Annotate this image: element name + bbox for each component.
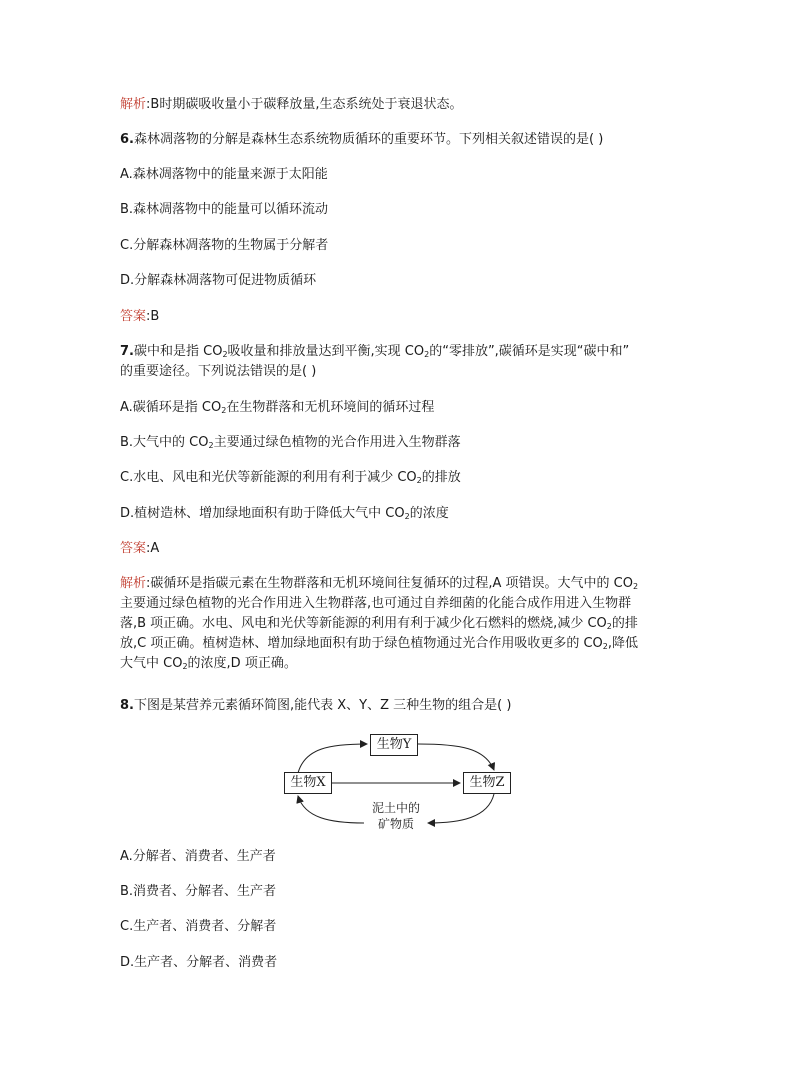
jiexi-label: 解析 [120,576,147,591]
q6-answer [120,307,159,327]
question-7-stem-line2: 的重要途径。下列说法错误的是( ) [120,364,317,379]
soil-label-line1: 泥土中的 [371,801,420,815]
jiexi-label: 解析 [120,97,147,112]
question-8-stem [120,696,511,716]
organism-x-box: 生物X [284,772,332,794]
explanation-text: ,降低 [607,636,639,651]
answer-value: :A [146,541,160,556]
q7-option-d [120,504,449,527]
subscript: 2 [404,512,410,521]
subscript: 2 [424,350,430,359]
option-text: 主要通过绿色植物的光合作用进入生物群落 [213,435,461,450]
subscript: 2 [221,406,227,415]
q6-option-a: A.森林凋落物中的能量来源于太阳能 [120,167,328,182]
q6-option-d: D.分解森林凋落物可促进物质循环 [120,273,317,288]
question-number: 7. [120,344,134,359]
explanation-line [120,95,462,115]
answer-label: 答案 [120,309,147,324]
q7-answer [120,539,159,559]
question-number: 6. [120,132,134,147]
option-text: 的排放 [421,470,461,485]
answer-value: :B [146,309,160,324]
q8-option-d: D.生产者、分解者、消费者 [120,955,278,970]
option-text: 的浓度 [409,506,449,521]
subscript: 2 [182,662,188,671]
subscript: 2 [633,582,639,591]
explanation-text: 落,B 项正确。水电、风电和光伏等新能源的利用有利于减少化石燃料的燃烧,减少 CO [120,616,607,631]
q8-option-c: C.生产者、消费者、分解者 [120,919,277,934]
stem-text: 碳中和是指 CO [133,344,223,359]
q8-option-b: B.消费者、分解者、生产者 [120,884,277,899]
answer-label: 答案 [120,541,147,556]
explanation-text: :碳循环是指碳元素在生物群落和无机环境间往复循环的过程,A 项错误。大气中的 CO [146,576,633,591]
arrow-x-to-y [298,744,367,773]
arrow-soil-to-x [298,796,364,823]
q6-option-c: C.分解森林凋落物的生物属于分解者 [120,238,329,253]
explanation-text: :B时期碳吸收量小于碳释放量,生态系统处于衰退状态。 [146,97,463,112]
q6-option-b: B.森林凋落物中的能量可以循环流动 [120,202,329,217]
option-text: 在生物群落和无机环境间的循环过程 [226,400,435,415]
subscript: 2 [606,622,612,631]
option-text: D.植树造林、增加绿地面积有助于降低大气中 CO [120,506,405,521]
question-number: 8. [120,698,134,713]
arrow-y-to-z [418,744,494,770]
stem-text: 吸收量和排放量达到平衡,实现 CO [227,344,425,359]
q7-option-a [120,398,434,421]
soil-minerals-label [366,800,426,832]
option-text: B.大气中的 CO [120,435,209,450]
subscript: 2 [602,642,608,651]
q7-explanation-line2: 主要通过绿色植物的光合作用进入生物群落,也可通过自养细菌的化能合成作用进入生物群 [120,596,632,611]
stem-text: 的“零排放”,碳循环是实现“碳中和” [429,344,630,359]
option-text: A.碳循环是指 CO [120,400,222,415]
question-6-stem [120,130,603,150]
question-stem-text: 下图是某营养元素循环简图,能代表 X、Y、Z 三种生物的组合是( ) [133,698,512,713]
subscript: 2 [208,441,214,450]
option-text: C.水电、风电和光伏等新能源的利用有利于减少 CO [120,470,417,485]
q7-option-b [120,433,461,456]
q7-option-c [120,468,461,491]
explanation-text: 大气中 CO [120,656,183,671]
explanation-text: 的排 [611,616,638,631]
subscript: 2 [416,476,422,485]
soil-label-line2: 矿物质 [377,817,414,831]
question-stem-text: 森林凋落物的分解是森林生态系统物质循环的重要环节。下列相关叙述错误的是( ) [133,132,604,147]
q7-explanation-line5 [120,654,297,677]
organism-y-box: 生物Y [370,734,418,756]
arrow-z-to-soil [428,794,494,823]
subscript: 2 [222,350,228,359]
explanation-text: 放,C 项正确。植树造林、增加绿地面积有助于绿色植物通过光合作用吸收更多的 CO [120,636,603,651]
explanation-text: 的浓度,D 项正确。 [187,656,297,671]
q8-option-a: A.分解者、消费者、生产者 [120,849,276,864]
organism-z-box: 生物Z [463,772,511,794]
nutrient-cycle-diagram [270,730,530,830]
